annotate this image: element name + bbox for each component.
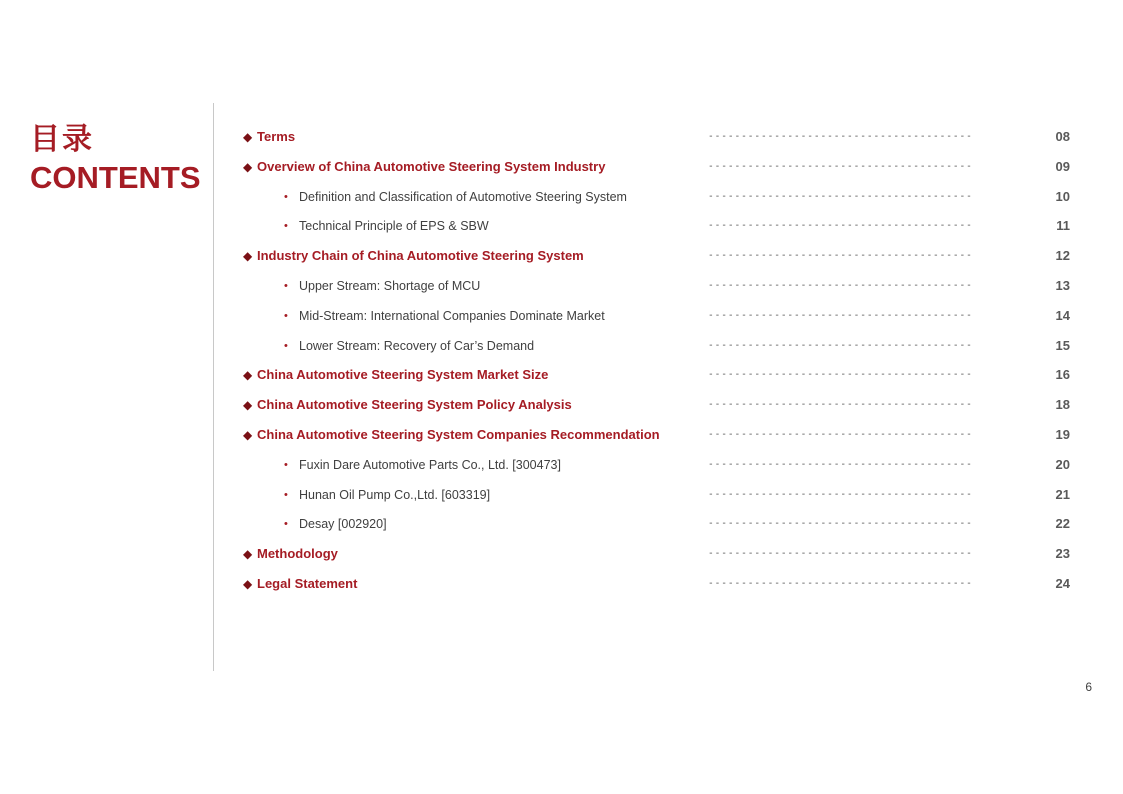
toc-page-number: 11 xyxy=(1056,218,1070,234)
dotted-leader: ---------------------------------------- xyxy=(708,548,973,560)
dot-bullet-icon: • xyxy=(284,280,288,292)
title-english: CONTENTS xyxy=(30,160,201,195)
toc-section-row[interactable] xyxy=(0,574,1123,594)
toc-subsection-label: Hunan Oil Pump Co.,Ltd. [603319] xyxy=(299,487,491,502)
diamond-bullet-icon: ◆ xyxy=(243,428,253,442)
toc-section-label: China Automotive Steering System Companies Recommendation xyxy=(257,427,660,442)
toc-subsection-row[interactable] xyxy=(0,216,1123,236)
toc-subsection-label: Definition and Classification of Automotive Steering System xyxy=(299,189,627,204)
toc-subsection-row[interactable] xyxy=(0,276,1123,296)
toc-page-number: 21 xyxy=(1055,486,1070,502)
dotted-leader: ---------------------------------------- xyxy=(708,220,973,232)
dot-bullet-icon: • xyxy=(284,518,288,531)
toc-page-number: 23 xyxy=(1055,546,1070,562)
toc-section-label: Legal Statement xyxy=(257,576,358,591)
toc-section-row[interactable] xyxy=(0,127,1123,147)
diamond-bullet-icon: ◆ xyxy=(243,547,253,562)
toc-page-number: 22 xyxy=(1055,516,1070,532)
toc-section-label: China Automotive Steering System Policy Analysis xyxy=(257,397,572,413)
toc-subsection-row[interactable] xyxy=(0,336,1123,356)
diamond-bullet-icon: ◆ xyxy=(243,130,253,144)
toc-subsection-label: Lower Stream: Recovery of Car’s Demand xyxy=(299,338,535,353)
dot-bullet-icon: • xyxy=(284,220,288,233)
toc-subsection-row[interactable] xyxy=(0,485,1123,505)
toc-page-number: 24 xyxy=(1055,576,1070,591)
toc-page-number: 10 xyxy=(1055,188,1070,204)
toc-subsection-row[interactable] xyxy=(0,455,1123,475)
toc-page-number: 20 xyxy=(1055,456,1070,472)
toc-subsection-label: Mid-Stream: International Companies Dominate Market xyxy=(299,308,605,323)
dotted-leader: ---------------------------------------- xyxy=(708,518,973,530)
diamond-bullet-icon: ◆ xyxy=(243,249,253,264)
toc-subsection-label: Upper Stream: Shortage of MCU xyxy=(299,279,481,293)
toc-section-row[interactable] xyxy=(0,157,1123,177)
toc-subsection-row[interactable] xyxy=(0,306,1123,326)
toc-section-row[interactable] xyxy=(0,544,1123,564)
diamond-bullet-icon: ◆ xyxy=(243,398,253,413)
toc-section-label: Industry Chain of China Automotive Steering System xyxy=(257,248,584,264)
toc-section-label: Methodology xyxy=(257,546,338,562)
toc-page-number: 14 xyxy=(1055,307,1070,323)
dotted-leader: ---------------------------------------- xyxy=(708,369,973,381)
dot-bullet-icon: • xyxy=(284,339,288,352)
toc-page-number: 16 xyxy=(1055,367,1070,383)
dotted-leader: ---------------------------------------- xyxy=(708,429,973,440)
dotted-leader: ---------------------------------------- xyxy=(708,309,973,321)
toc-page-number: 19 xyxy=(1055,427,1070,442)
dotted-leader: ---------------------------------------- xyxy=(708,458,973,470)
toc-page-number: 15 xyxy=(1055,337,1070,353)
dotted-leader: ---------------------------------------- xyxy=(708,190,973,202)
dot-bullet-icon: • xyxy=(284,488,288,501)
dotted-leader: ---------------------------------------- xyxy=(708,160,973,172)
toc-section-row[interactable] xyxy=(0,395,1123,415)
dotted-leader: ---------------------------------------- xyxy=(708,280,973,291)
toc-page-number: 08 xyxy=(1055,129,1070,144)
toc-subsection-label: Technical Principle of EPS & SBW xyxy=(299,219,489,234)
slide-number: 6 xyxy=(1085,680,1092,694)
toc-section-row[interactable] xyxy=(0,246,1123,266)
diamond-bullet-icon: ◆ xyxy=(243,368,253,383)
dotted-leader: ---------------------------------------- xyxy=(708,339,973,351)
toc-section-label: Terms xyxy=(257,129,296,144)
toc-subsection-row[interactable] xyxy=(0,514,1123,534)
toc-page-number: 12 xyxy=(1055,248,1070,264)
dotted-leader: ---------------------------------------- xyxy=(708,578,973,589)
diamond-bullet-icon: ◆ xyxy=(243,159,253,174)
toc-page-number: 18 xyxy=(1055,397,1070,413)
dotted-leader: ---------------------------------------- xyxy=(708,399,973,411)
dot-bullet-icon: • xyxy=(284,309,288,322)
toc-section-row[interactable] xyxy=(0,365,1123,385)
toc-subsection-row[interactable] xyxy=(0,187,1123,207)
diamond-bullet-icon: ◆ xyxy=(243,577,253,591)
dot-bullet-icon: • xyxy=(284,190,288,203)
toc-section-label: China Automotive Steering System Market Size xyxy=(257,367,549,383)
toc-section-row[interactable] xyxy=(0,425,1123,445)
dotted-leader: ---------------------------------------- xyxy=(708,488,973,500)
title-chinese: 目录 xyxy=(30,122,94,157)
dotted-leader: ---------------------------------------- xyxy=(708,131,973,142)
toc-page-number: 09 xyxy=(1055,158,1070,174)
toc-page-number: 13 xyxy=(1055,278,1070,293)
dotted-leader: ---------------------------------------- xyxy=(708,250,973,262)
toc-subsection-label: Fuxin Dare Automotive Parts Co., Ltd. [300473] xyxy=(299,457,561,472)
dot-bullet-icon: • xyxy=(284,458,288,471)
toc-subsection-label: Desay [002920] xyxy=(299,517,387,532)
toc-section-label: Overview of China Automotive Steering System Industry xyxy=(257,158,606,174)
